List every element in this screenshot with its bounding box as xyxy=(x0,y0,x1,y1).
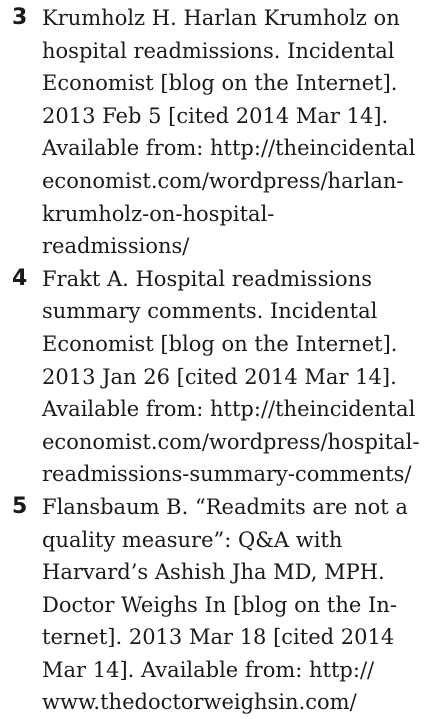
reference-line: Harvard’s Ashish Jha MD, MPH. xyxy=(42,560,385,585)
reference-line: krumholz-on-hospital- xyxy=(42,201,275,226)
reference-line: Krumholz H. Harlan Krumholz on xyxy=(42,6,400,30)
reference-number: 3 xyxy=(12,5,28,30)
reference-line: Economist [blog on the Internet]. xyxy=(42,331,398,356)
reference-line: Mar 14]. Available from: http:// xyxy=(42,657,375,682)
reference-line: Available from: http://theincidental xyxy=(42,136,416,161)
reference-item-3 xyxy=(12,2,440,263)
reference-line: Flansbaum B. “Readmits are not a xyxy=(42,494,408,519)
reference-text xyxy=(42,263,440,491)
reference-line: Doctor Weighs In [blog on the In- xyxy=(42,592,397,617)
reference-number: 4 xyxy=(12,265,28,291)
reference-line: Economist [blog on the Internet]. xyxy=(42,71,398,96)
reference-line: Available from: http://theincidental xyxy=(42,397,416,422)
reference-list xyxy=(12,2,440,719)
reference-text xyxy=(42,2,440,263)
reference-line: 2013 Feb 5 [cited 2014 Mar 14]. xyxy=(42,103,389,128)
reference-line: hospital readmissions. Incidental xyxy=(42,38,395,63)
reference-line: Frakt A. Hospital readmissions xyxy=(42,266,373,291)
reference-item-5 xyxy=(12,491,440,719)
reference-line: readmissions-summary-comments/ xyxy=(42,462,412,487)
reference-number: 5 xyxy=(12,493,28,519)
reference-line: economist.com/wordpress/hospital- xyxy=(42,429,420,454)
reference-item-4 xyxy=(12,263,440,491)
reference-line: www.thedoctorweighsin.com/ xyxy=(42,690,357,715)
reference-line: 2013 Jan 26 [cited 2014 Mar 14]. xyxy=(42,364,397,389)
reference-line: economist.com/wordpress/harlan- xyxy=(42,168,404,193)
reference-text xyxy=(42,491,440,719)
reference-line: readmissions/ xyxy=(42,234,190,259)
reference-line: quality measure”: Q&A with xyxy=(42,527,343,552)
reference-line: ternet]. 2013 Mar 18 [cited 2014 xyxy=(42,625,395,650)
reference-line: summary comments. Incidental xyxy=(42,299,378,324)
